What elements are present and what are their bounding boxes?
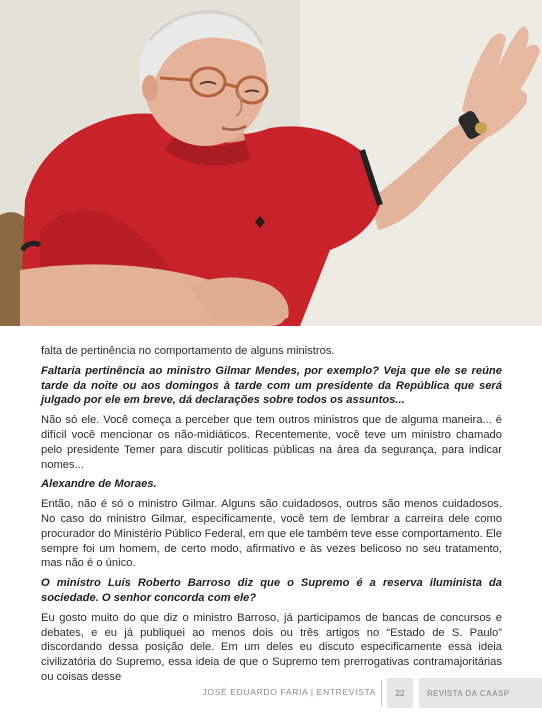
article-body xyxy=(41,344,502,690)
interview-photo xyxy=(0,0,542,326)
answer-paragraph: Eu gosto muito do que diz o ministro Barroso, já participamos de bancas de concursos e debates, e eu já publiquei ao menos dois ou três artigos no “Estado de S. Paulo” discordando dessa posição dele. Em um deles eu discuto especificamente essa ideia civilizatória do Supremo, essa ideia de que o Supremo tem prerrogativas contramajoritárias ou coisas desse xyxy=(41,611,502,683)
question-paragraph: Alexandre de Moraes. xyxy=(41,478,157,491)
footer-divider xyxy=(381,680,382,706)
answer-paragraph: Então, não é só o ministro Gilmar. Alguns são cuidadosos, outros são menos cuidadosos. No caso do ministro Gilmar, especificamente, você tem de lembrar a carreira dele como procurador do Ministério Público Federal, em que ele também teve esse comportamento. Ele sempre foi um homem, de certo modo, afirmativo e às vezes belicoso no seu tratamento, mas não é o único. xyxy=(41,498,502,570)
answer-paragraph: Não só ele. Você começa a perceber que tem outros ministros que de alguma maneira... é difícil você mencionar os não-midiáticos. Recentemente, você teve um ministro chamado pelo presidente Temer para discutir políticas públicas na área da segurança, para indicar nomes... xyxy=(41,414,502,471)
photo-illustration xyxy=(0,0,542,326)
answer-paragraph: falta de pertinência no comportamento de alguns ministros. xyxy=(41,345,335,357)
footer-credit: JOSÉ EDUARDO FARIA | ENTREVISTA xyxy=(202,687,376,697)
page-number: 22 xyxy=(387,678,413,708)
question-paragraph: O ministro Luís Roberto Barroso diz que o Supremo é a reserva iluminista da sociedade. O senhor concorda com ele? xyxy=(41,577,502,604)
magazine-name: REVISTA DA CAASP xyxy=(419,678,542,708)
question-paragraph: Faltaria pertinência ao ministro Gilmar Mendes, por exemplo? Veja que ele se reúne tarde da noite ou aos domingos à tarde com um presidente da República que será julgado por ele em breve, dá declarações sobre todos os assuntos... xyxy=(41,364,502,407)
page-footer xyxy=(0,676,542,719)
